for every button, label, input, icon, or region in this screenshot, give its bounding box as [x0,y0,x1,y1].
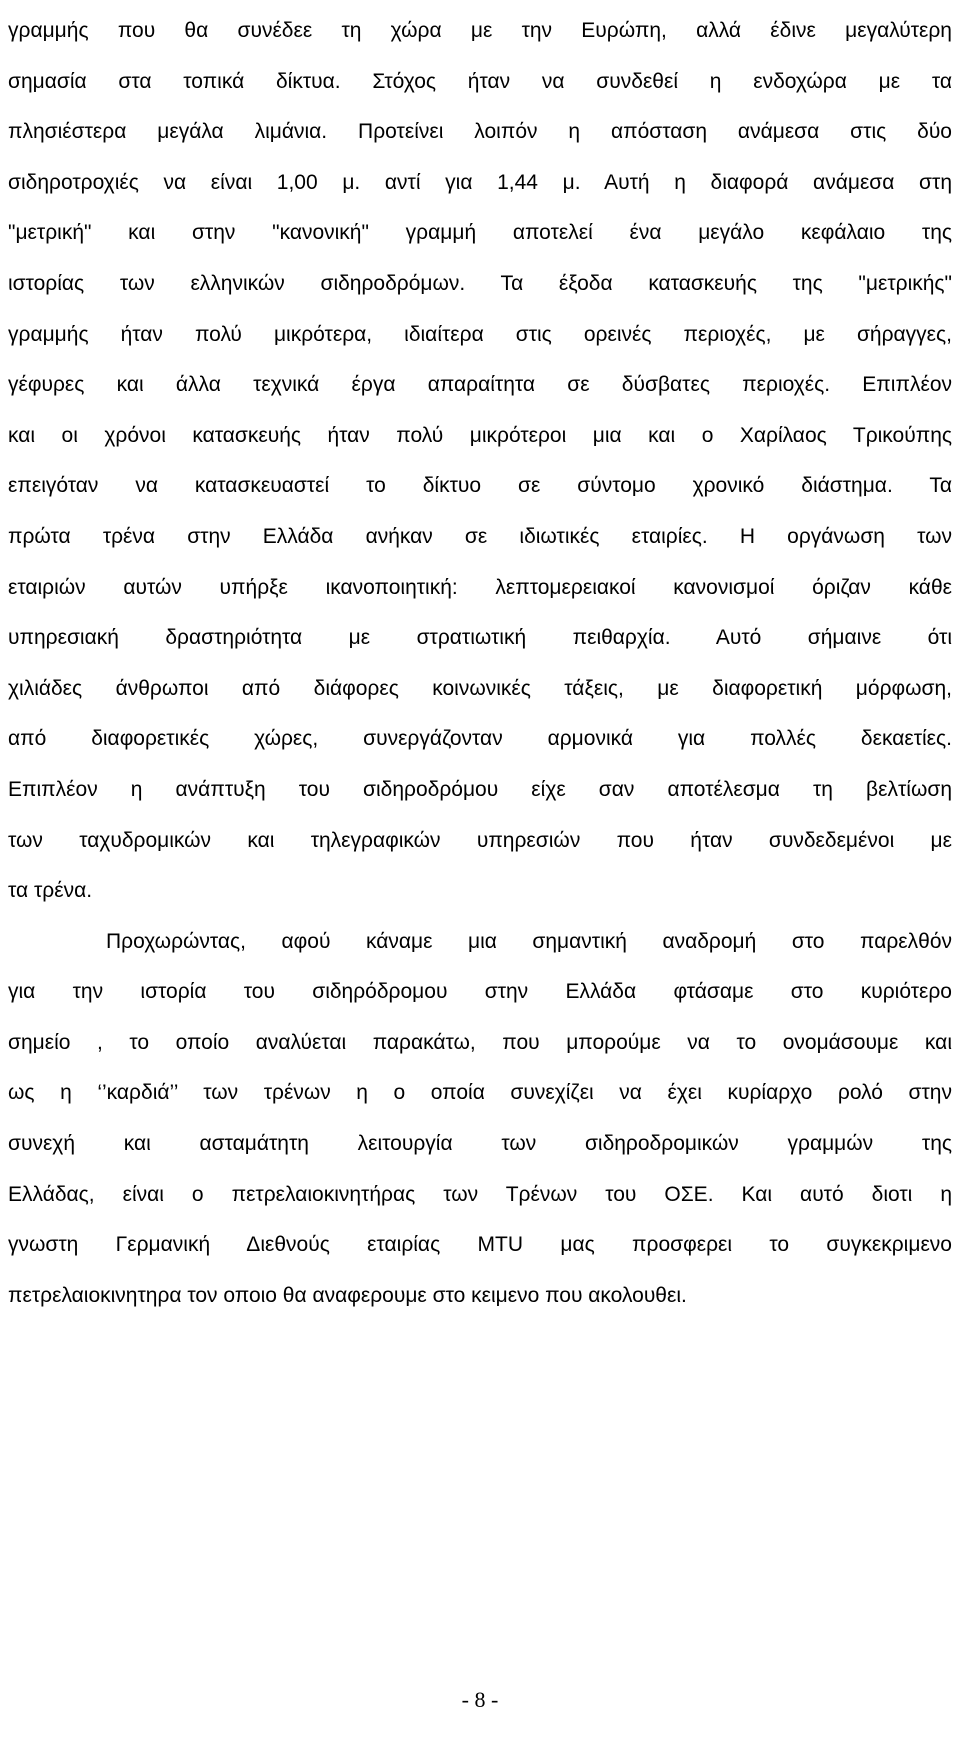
page-number: - 8 - [461,1687,499,1712]
text-line: επειγόταν να κατασκευαστεί το δίκτυο σε σύντομο χρονικό διάστημα. Τα [8,474,952,498]
text-line: σημείο , το οποίο αναλύεται παρακάτω, που μπορούμε να το ονομάσουμε και [8,1030,952,1054]
text-line: Προχωρώντας, αφού κάναμε μια σημαντική αναδρομή στο παρελθόν [106,929,952,953]
text-line: ιστορίας των ελληνικών σιδηροδρόμων. Τα έξοδα κατασκευής της "μετρικής" [8,271,952,295]
text-line: από διαφορετικές χώρες, συνεργάζονταν αρμονικά για πολλές δεκαετίες. [8,727,952,751]
text-line: εταιριών αυτών υπήρξε ικανοποιητική: λεπτομερειακοί κανονισμοί όριζαν κάθε [8,575,952,599]
text-line: Επιπλέον η ανάπτυξη του σιδηροδρόμου είχε σαν αποτέλεσμα τη βελτίωση [8,777,952,801]
text-line: γνωστη Γερμανική Διεθνούς εταιρίας MTU μας προσφερει το συγκεκριμενο [8,1233,952,1257]
text-line: "μετρική" και στην "κανονική" γραμμή αποτελεί ένα μεγάλο κεφάλαιο της [8,221,952,245]
text-line: σιδηροτροχιές να είναι 1,00 μ. αντί για 1,44 μ. Αυτή η διαφορά ανάμεσα στη [8,170,952,194]
text-line: χιλιάδες άνθρωποι από διάφορες κοινωνικές τάξεις, με διαφορετική μόρφωση, [8,676,952,700]
body-text [8,6,952,1321]
text-line: γέφυρες και άλλα τεχνικά έργα απαραίτητα σε δύσβατες περιοχές. Επιπλέον [8,373,952,397]
text-line: για την ιστορία του σιδηρόδρομου στην Ελλάδα φτάσαμε στο κυριότερο [8,980,952,1004]
text-line: συνεχή και ασταμάτητη λειτουργία των σιδηροδρομικών γραμμών της [8,1132,952,1156]
text-line: ως η ‘’καρδιά’’ των τρένων η ο οποία συνεχίζει να έχει κυρίαρχο ρολό στην [8,1081,952,1105]
text-line: και οι χρόνοι κατασκευής ήταν πολύ μικρότεροι μια και ο Χαρίλαος Τρικούπης [8,423,952,447]
text-line: σημασία στα τοπικά δίκτυα. Στόχος ήταν να συνδεθεί η ενδοχώρα με τα [8,69,952,93]
text-line: των ταχυδρομικών και τηλεγραφικών υπηρεσιών που ήταν συνδεδεμένοι με [8,828,952,852]
text-line: γραμμής ήταν πολύ μικρότερα, ιδιαίτερα στις ορεινές περιοχές, με σήραγγες, [8,322,952,346]
text-line: Ελλάδας, είναι ο πετρελαιοκινητήρας των Τρένων του ΟΣΕ. Και αυτό διοτι η [8,1182,952,1206]
text-line: υπηρεσιακή δραστηριότητα με στρατιωτική πειθαρχία. Αυτό σήμαινε ότι [8,626,952,650]
text-line: πετρελαιοκινητηρα τον οποιο θα αναφερουμε στο κειμενο που ακολουθει. [8,1283,687,1307]
text-line: τα τρένα. [8,879,93,903]
text-line: πρώτα τρένα στην Ελλάδα ανήκαν σε ιδιωτικές εταιρίες. Η οργάνωση των [8,524,952,548]
text-line: γραμμής που θα συνέδεε τη χώρα με την Ευρώπη, αλλά έδινε μεγαλύτερη [8,19,952,42]
text-line: πλησιέστερα μεγάλα λιμάνια. Προτείνει λοιπόν η απόσταση ανάμεσα στις δύο [8,120,952,144]
